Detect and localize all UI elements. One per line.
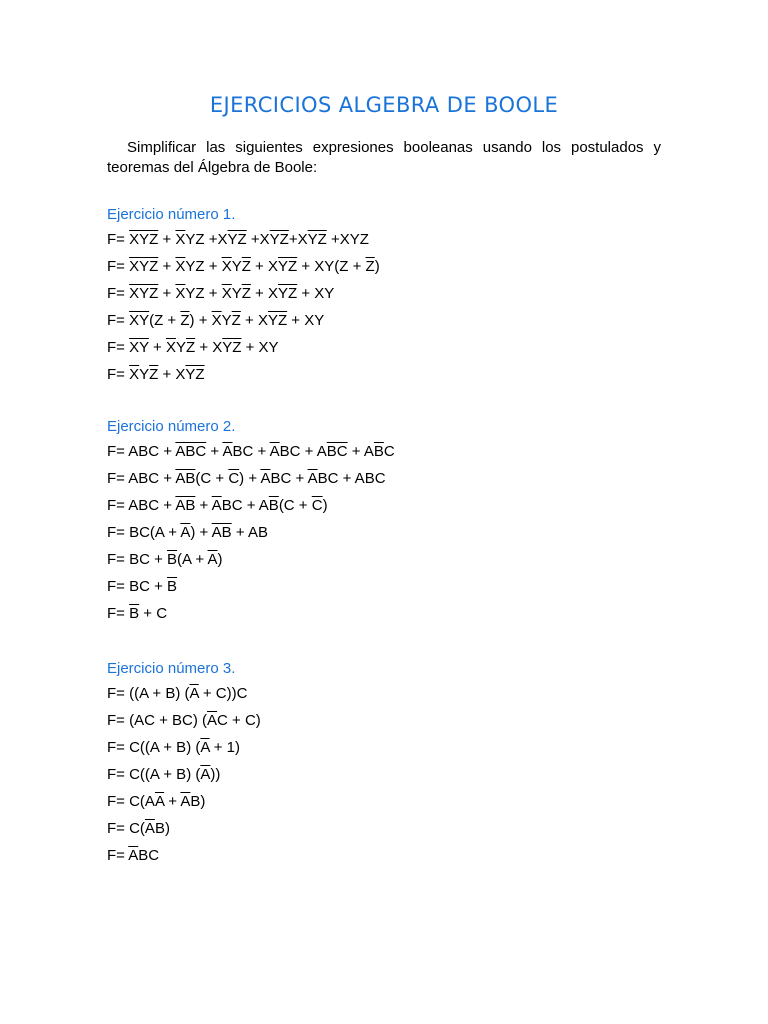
negated-term: $\overline{YZ}$: [278, 285, 298, 302]
negated-term: $\overline{A}$: [207, 551, 218, 568]
negated-term: $\overline{X}$: [221, 285, 232, 302]
negated-term: $\overline{AB}$: [175, 470, 196, 487]
equation-term: + X: [158, 366, 186, 383]
equation-term: (Z +: [149, 312, 181, 329]
negated-term: $\overline{X}$: [211, 312, 222, 329]
exercise-1: [107, 205, 667, 392]
equation-term: F= (AC + BC) (: [107, 712, 208, 729]
negated-term: $\overline{B}$: [129, 605, 140, 622]
equation-term: + C: [139, 605, 168, 622]
equation-term: YZ: [185, 231, 205, 248]
equation-term: F= C(: [107, 820, 145, 837]
negated-term: $\overline{YZ}$: [185, 366, 205, 383]
equation-term: C: [383, 443, 395, 460]
equation-line: [107, 496, 667, 523]
equation-term: Y: [231, 258, 242, 275]
equation-term: A: [316, 443, 327, 460]
equation-line: [107, 846, 667, 873]
equation-term: + 1): [209, 739, 240, 756]
negated-term: $\overline{XY}$: [129, 339, 149, 356]
equation-term: Y: [221, 312, 232, 329]
equation-term: F= C(A: [107, 793, 155, 810]
equation-term: +: [148, 339, 166, 356]
equation-line: [107, 577, 667, 604]
equation-term: B): [190, 793, 206, 810]
equation-term: ): [322, 497, 328, 514]
equation-term: F= ABC +: [107, 470, 176, 487]
equation-term: F= C((A + B) (: [107, 739, 201, 756]
negated-term: $\overline{Z}$: [231, 312, 241, 329]
equation-term: + XY: [287, 312, 325, 329]
equation-term: +XYZ: [326, 231, 369, 248]
equation-line: [107, 819, 667, 846]
equation-term: F= ABC +: [107, 497, 176, 514]
exercise-2: [107, 417, 667, 631]
equation-term: Y: [139, 366, 150, 383]
equation-term: +: [204, 285, 222, 302]
equation-term: +: [240, 312, 258, 329]
equation-term: X: [259, 231, 270, 248]
equation-term: F=: [107, 366, 130, 383]
equation-term: F= ((A + B) (: [107, 685, 190, 702]
negated-term: $\overline{A}$: [211, 497, 222, 514]
equation-line: [107, 338, 667, 365]
equation-term: X: [217, 231, 228, 248]
exercise-heading: Ejercicio número 1.: [107, 206, 236, 223]
negated-term: $\overline{A}$: [154, 793, 165, 810]
negated-term: $\overline{X}$: [221, 258, 232, 275]
negated-term: $\overline{A}$: [189, 685, 199, 702]
exercise-heading: Ejercicio número 2.: [107, 418, 236, 435]
equation-term: (C +: [195, 470, 229, 487]
negated-term: $\overline{B}$: [167, 578, 178, 595]
equation-term: BC + ABC: [317, 470, 386, 487]
equation-term: F=: [107, 285, 130, 302]
negated-term: $\overline{A}$: [200, 739, 210, 756]
equation-term: F= BC(A +: [107, 524, 181, 541]
equation-term: Y: [231, 285, 242, 302]
negated-term: $\overline{A}$: [128, 847, 139, 864]
equation-term: +: [206, 443, 223, 460]
equation-term: F= BC +: [107, 551, 168, 568]
equation-term: X: [268, 285, 279, 302]
equation-term: +: [204, 231, 218, 248]
equation-term: BC +: [232, 443, 270, 460]
negated-term: $\overline{BC}$: [326, 443, 348, 460]
equation-term: C + C): [217, 712, 261, 729]
equation-term: X: [212, 339, 223, 356]
negated-term: $\overline{B}$: [373, 443, 384, 460]
equation-term: ) +: [189, 312, 212, 329]
negated-term: $\overline{Z}$: [185, 339, 196, 356]
equation-term: )): [210, 766, 221, 783]
negated-term: $\overline{Z}$: [241, 258, 251, 275]
exercise-3: [107, 659, 667, 873]
equation-term: +: [195, 497, 212, 514]
equation-term: F= ABC +: [107, 443, 176, 460]
equation-line: [107, 738, 667, 765]
equation-term: B): [154, 820, 170, 837]
equation-term: F= BC +: [107, 578, 168, 595]
equation-line: [107, 230, 667, 257]
equation-term: (A +: [177, 551, 208, 568]
equation-term: +: [164, 793, 181, 810]
equation-term: + C))C: [198, 685, 248, 702]
equation-term: BC +: [279, 443, 317, 460]
equation-term: ) +: [239, 470, 261, 487]
negated-term: $\overline{YZ}$: [307, 231, 327, 248]
equation-line: [107, 550, 667, 577]
equation-line: [107, 469, 667, 496]
equation-term: ) +: [190, 524, 212, 541]
equation-line: [107, 792, 667, 819]
equation-term: F=: [107, 258, 130, 275]
negated-term: $\overline{YZ}$: [222, 339, 242, 356]
negated-term: $\overline{AB}$: [211, 524, 232, 541]
negated-term: $\overline{A}$: [180, 793, 191, 810]
negated-term: $\overline{Z}$: [365, 258, 375, 275]
equation-term: F= C((A + B) (: [107, 766, 201, 783]
negated-term: $\overline{YZ}$: [267, 312, 288, 329]
equation-term: F=: [107, 847, 129, 864]
equation-line: [107, 284, 667, 311]
negated-term: $\overline{A}$: [200, 766, 211, 783]
equation-term: ): [374, 258, 380, 275]
equation-line: [107, 523, 667, 550]
equation-term: ): [217, 551, 223, 568]
negated-term: $\overline{YZ}$: [278, 258, 298, 275]
equation-term: +: [158, 285, 176, 302]
negated-term: $\overline{X}$: [129, 366, 140, 383]
negated-term: $\overline{C}$: [228, 470, 240, 487]
document-title: EJERCICIOS ALGEBRA DE BOOLE: [209, 93, 559, 117]
equation-list: [107, 442, 667, 631]
equation-list: [107, 684, 667, 873]
equation-term: +: [288, 231, 298, 248]
equation-term: F=: [107, 605, 130, 622]
equation-term: + XY(Z +: [297, 258, 366, 275]
equation-line: [107, 442, 667, 469]
equation-term: YZ: [185, 258, 205, 275]
equation-term: BC + A: [221, 497, 269, 514]
equation-term: + XY: [297, 285, 335, 302]
equation-term: F=: [107, 312, 130, 329]
intro-paragraph: Simplificar las siguientes expresiones booleanas usando los postulados y teoremas del Álgebra de Boole:: [107, 139, 661, 176]
negated-term: $\overline{XYZ}$: [129, 231, 159, 248]
negated-term: $\overline{A}$: [260, 470, 271, 487]
equation-line: [107, 365, 667, 392]
equation-line: [107, 311, 667, 338]
equation-term: +: [158, 258, 176, 275]
negated-term: $\overline{XY}$: [129, 312, 150, 329]
negated-term: $\overline{X}$: [165, 339, 176, 356]
equation-term: BC +: [270, 470, 308, 487]
equation-line: [107, 257, 667, 284]
equation-term: BC: [138, 847, 160, 864]
negated-term: $\overline{A}$: [307, 470, 318, 487]
equation-term: +: [250, 258, 268, 275]
equation-term: F=: [107, 231, 130, 248]
equation-line: [107, 765, 667, 792]
equation-line: [107, 604, 667, 631]
negated-term: $\overline{Z}$: [180, 312, 190, 329]
equation-term: +: [250, 285, 268, 302]
negated-term: $\overline{C}$: [311, 497, 323, 514]
negated-term: $\overline{X}$: [175, 231, 186, 248]
equation-term: X: [297, 231, 308, 248]
negated-term: $\overline{XYZ}$: [129, 258, 159, 275]
equation-term: + AB: [231, 524, 268, 541]
equation-term: F=: [107, 339, 130, 356]
negated-term: $\overline{ABC}$: [175, 443, 207, 460]
equation-term: + A: [347, 443, 374, 460]
equation-term: +: [195, 339, 213, 356]
negated-term: $\overline{A}$: [180, 524, 191, 541]
negated-term: $\overline{X}$: [175, 285, 186, 302]
equation-line: [107, 684, 667, 711]
negated-term: $\overline{X}$: [175, 258, 186, 275]
equation-term: + XY: [241, 339, 279, 356]
negated-term: $\overline{XYZ}$: [129, 285, 159, 302]
equation-list: [107, 230, 667, 392]
equation-term: (C +: [278, 497, 312, 514]
negated-term: $\overline{A}$: [269, 443, 280, 460]
equation-term: Y: [175, 339, 186, 356]
negated-term: $\overline{YZ}$: [227, 231, 247, 248]
negated-term: $\overline{A}$: [144, 820, 155, 837]
equation-term: +: [246, 231, 260, 248]
negated-term: $\overline{AB}$: [175, 497, 196, 514]
equation-term: YZ: [185, 285, 205, 302]
equation-term: +: [158, 231, 176, 248]
negated-term: $\overline{A}$: [207, 712, 218, 729]
exercise-heading: Ejercicio número 3.: [107, 660, 236, 677]
equation-line: [107, 711, 667, 738]
equation-term: X: [257, 312, 268, 329]
negated-term: $\overline{Z}$: [149, 366, 159, 383]
equation-term: X: [268, 258, 279, 275]
negated-term: $\overline{Z}$: [241, 285, 251, 302]
negated-term: $\overline{YZ}$: [269, 231, 289, 248]
negated-term: $\overline{B}$: [167, 551, 178, 568]
negated-term: $\overline{B}$: [268, 497, 279, 514]
negated-term: $\overline{A}$: [222, 443, 233, 460]
equation-term: +: [204, 258, 222, 275]
